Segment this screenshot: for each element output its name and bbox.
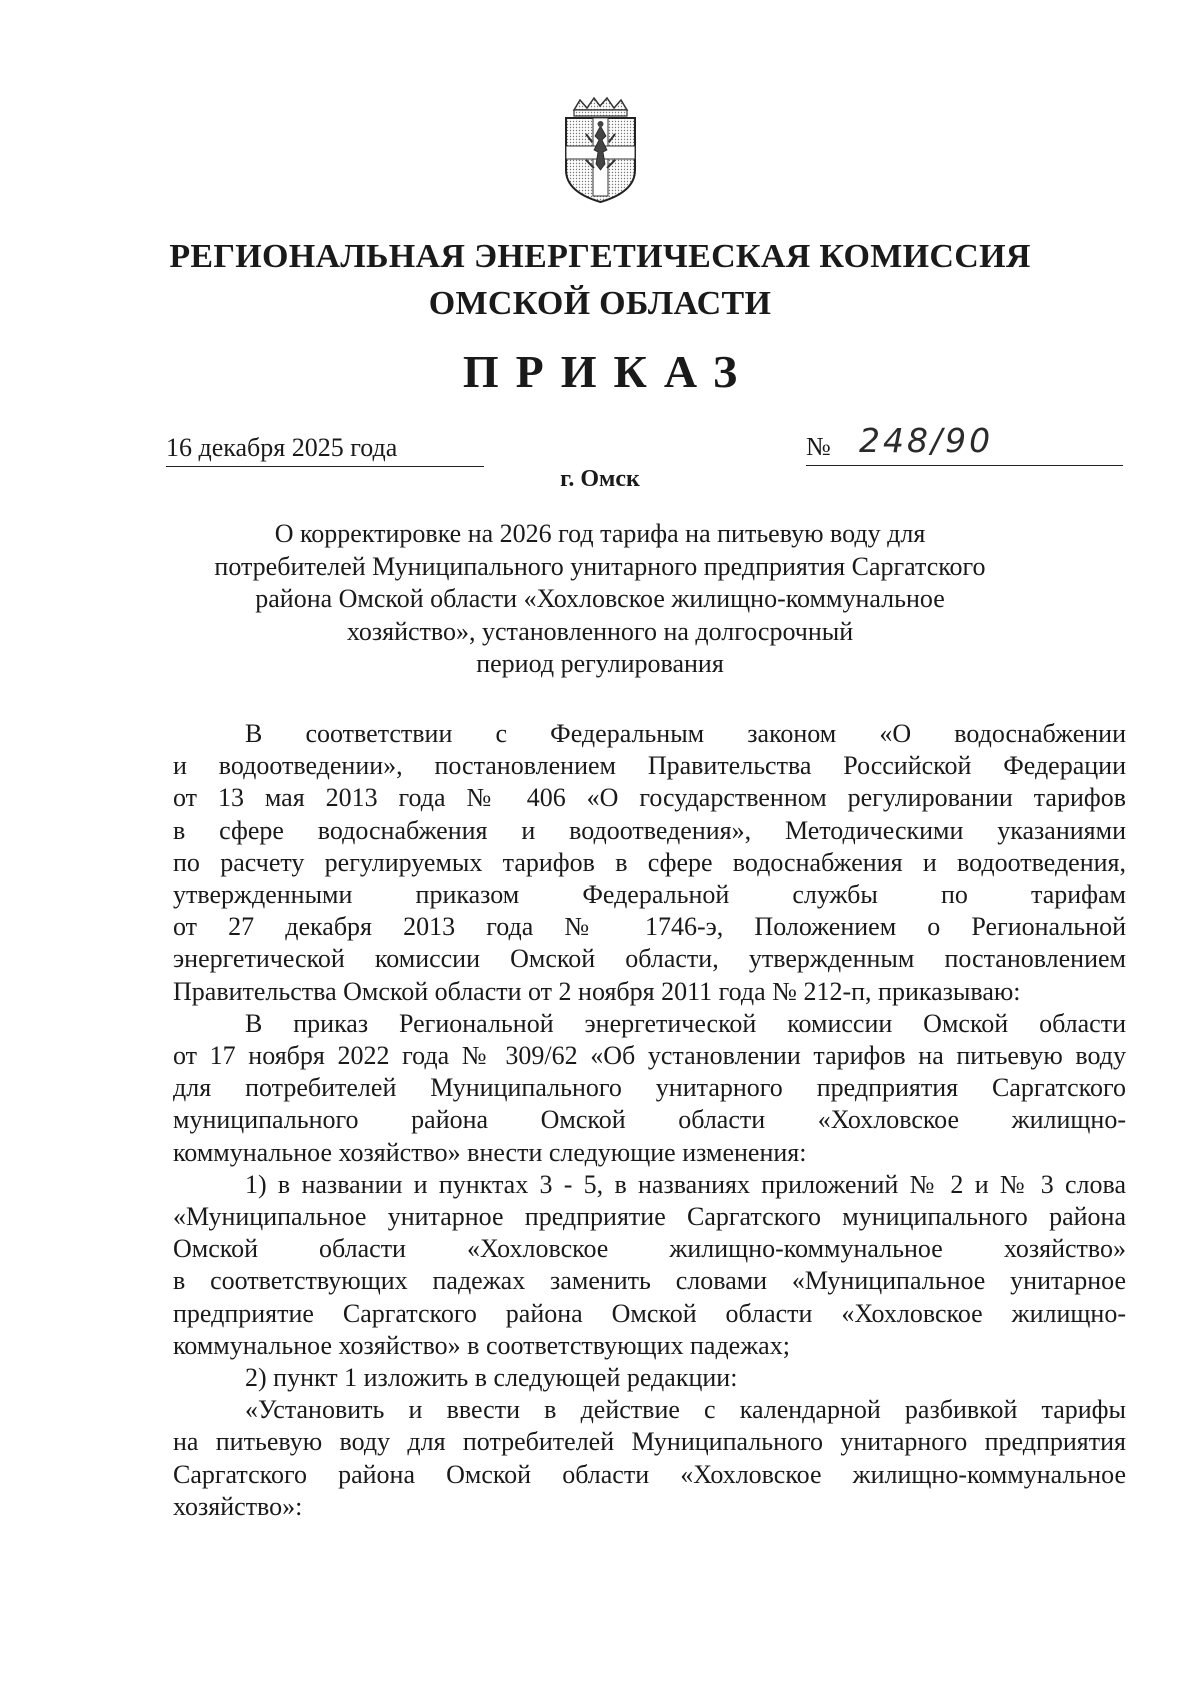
subject-line: района Омской области «Хохловское жилищно-коммунальное — [255, 584, 945, 613]
body-paragraph-new-item-1 — [173, 1394, 1126, 1523]
body-paragraph-item-1 — [173, 1169, 1126, 1362]
body-line: по расчету регулируемых тарифов в сфере водоснабжения и водоотведения, — [173, 847, 1126, 877]
document-type-title: ПРИКАЗ — [462, 346, 755, 397]
body-line: Саргатского района Омской области «Хохловское жилищно-коммунальное — [173, 1459, 1126, 1489]
body-line: от 17 ноября 2022 года № 309/62 «Об установлении тарифов на питьевую воду — [173, 1041, 1126, 1071]
body-line: для потребителей Муниципального унитарного предприятия Саргатского — [173, 1073, 1126, 1103]
body-line: хозяйство»: — [173, 1491, 303, 1521]
coat-of-arms-image — [560, 96, 641, 204]
body-line: в соответствующих падежах заменить словами «Муниципальное унитарное — [173, 1266, 1126, 1296]
body-line: В соответствии с Федеральным законом «О водоснабжении — [245, 719, 1126, 748]
document-number-field — [806, 421, 1123, 466]
body-paragraph-amendment-intro — [173, 1008, 1126, 1169]
body-line: 2) пункт 1 изложить в следующей редакции: — [245, 1363, 738, 1393]
number-sign: № — [806, 432, 831, 461]
subject-line: О корректировке на 2026 год тарифа на питьевую воду для — [274, 519, 926, 548]
body-line: в сфере водоснабжения и водоотведения», Методическими указаниями — [173, 815, 1126, 845]
body-line: 1) в названии и пунктах 3 - 5, в названиях приложений № 2 и № 3 слова — [245, 1169, 1126, 1199]
omsk-region-coat-of-arms-icon — [560, 96, 641, 204]
body-line: «Муниципальное унитарное предприятие Саргатского муниципального района — [173, 1202, 1126, 1232]
body-line: коммунальное хозяйство» внести следующие изменения: — [173, 1137, 807, 1167]
document-body — [173, 718, 1126, 1523]
body-line: В приказ Региональной энергетической комиссии Омской области — [245, 1008, 1126, 1038]
subject-line: потребителей Муниципального унитарного предприятия Саргатского — [214, 551, 986, 581]
body-line: энергетической комиссии Омской области, утвержденным постановлением — [173, 944, 1126, 974]
body-line: утвержденными приказом Федеральной службы по тарифам — [173, 880, 1126, 910]
body-line: Правительства Омской области от 2 ноября 2011 года № 212-п, приказываю: — [173, 976, 1021, 1006]
document-date: 16 декабря 2025 года — [166, 433, 398, 462]
organization-name-line2: ОМСКОЙ ОБЛАСТИ — [428, 285, 772, 322]
document-subject — [150, 518, 1050, 681]
body-paragraph-item-2 — [173, 1362, 1126, 1394]
body-line: от 27 декабря 2013 года № 1746-э, Положением о Региональной — [173, 912, 1126, 942]
organization-name-line1: РЕГИОНАЛЬНАЯ ЭНЕРГЕТИЧЕСКАЯ КОМИССИЯ — [169, 238, 1031, 275]
body-paragraph-legal-basis — [173, 718, 1126, 1008]
subject-line: период регулирования — [476, 649, 724, 678]
body-line: «Установить и ввести в действие с календарной разбивкой тарифы — [245, 1395, 1126, 1425]
body-line: коммунальное хозяйство» в соответствующих падежах; — [173, 1330, 790, 1360]
body-line: на питьевую воду для потребителей Муниципального унитарного предприятия — [173, 1427, 1126, 1457]
body-line: муниципального района Омской области «Хохловское жилищно- — [173, 1105, 1126, 1135]
document-city: г. Омск — [560, 466, 640, 492]
document-date-field — [166, 430, 484, 467]
body-line: предприятие Саргатского района Омской области «Хохловское жилищно- — [173, 1298, 1126, 1328]
body-line: от 13 мая 2013 года № 406 «О государственном регулировании тарифов — [173, 783, 1126, 813]
body-line: и водоотведении», постановлением Правительства Российской Федерации — [173, 751, 1126, 781]
document-number-handwritten: 248/90 — [859, 421, 994, 460]
body-line: Омской области «Хохловское жилищно-коммунальное хозяйство» — [173, 1234, 1126, 1264]
subject-line: хозяйство», установленного на долгосрочный — [346, 616, 854, 646]
